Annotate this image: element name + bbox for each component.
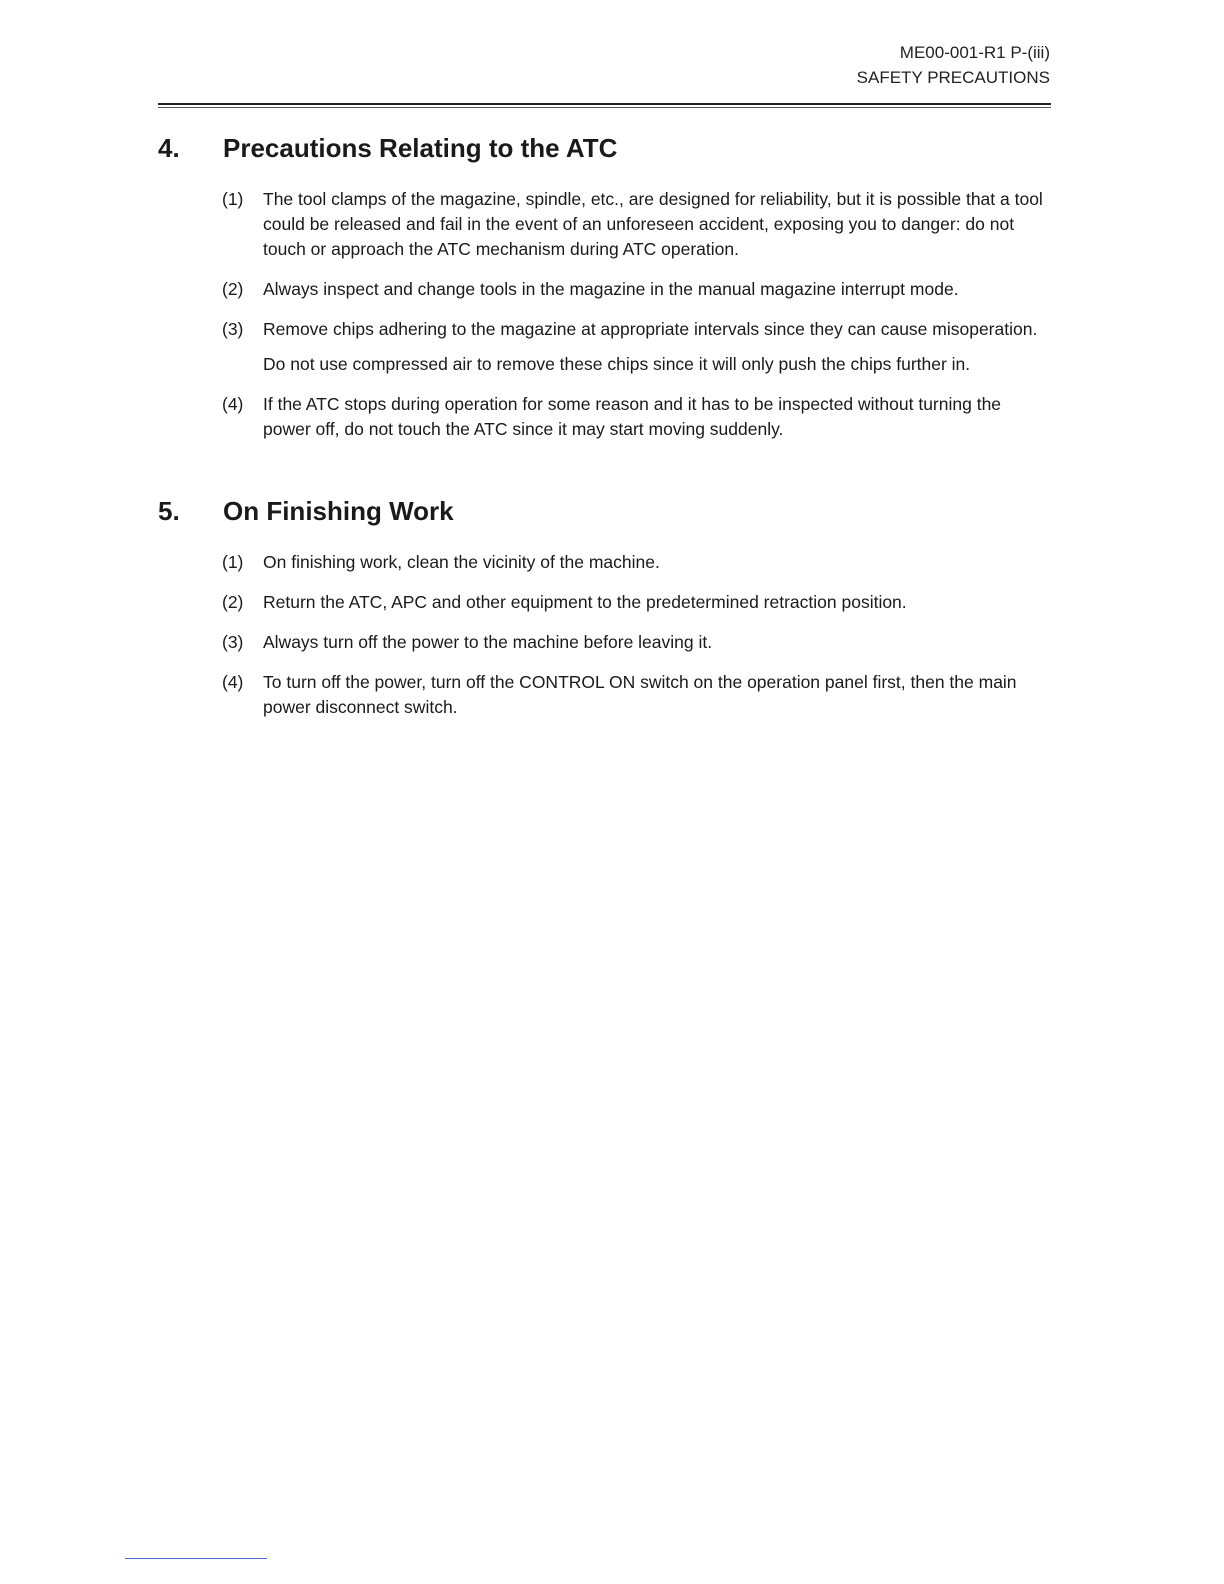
item-text: Always turn off the power to the machine before leaving it.: [263, 632, 713, 652]
section-atc-precautions: [158, 133, 1051, 457]
item-number: (3): [222, 632, 244, 652]
item-number: (1): [222, 189, 244, 209]
list-item: [222, 590, 1051, 615]
section-heading: [158, 133, 1051, 173]
item-text: The tool clamps of the magazine, spindle, etc., are designed for reliability, but it is possible that a tool could be released and fail in the event of an unforeseen accident, exposing you to danger: do not touch or approach the ATC mechanism during ATC operation.: [263, 189, 1043, 259]
item-number: (3): [222, 319, 244, 339]
item-number: (4): [222, 394, 244, 414]
section-title: On Finishing Work: [223, 496, 454, 526]
list-item: [222, 550, 1051, 575]
list-item: [222, 317, 1051, 377]
list-item: [222, 277, 1051, 302]
item-text: On finishing work, clean the vicinity of the machine.: [263, 552, 660, 572]
item-text-note: Do not use compressed air to remove these chips since it will only push the chips further in.: [263, 354, 971, 374]
item-text: Always inspect and change tools in the magazine in the manual magazine interrupt mode.: [263, 279, 959, 299]
section-title: Precautions Relating to the ATC: [223, 133, 618, 163]
list-item: [222, 392, 1051, 442]
item-list: [222, 550, 1051, 720]
item-number: (2): [222, 592, 244, 612]
document-code: ME00-001-R1 P-(iii): [899, 43, 1050, 62]
item-list: [222, 187, 1051, 442]
item-text: To turn off the power, turn off the CONTROL ON switch on the operation panel first, then the main power disconnect switch.: [263, 672, 1017, 717]
section-number: 5.: [158, 496, 180, 526]
item-number: (4): [222, 672, 244, 692]
list-item: [222, 630, 1051, 655]
item-text: Return the ATC, APC and other equipment to the predetermined retraction position.: [263, 592, 907, 612]
item-text: If the ATC stops during operation for some reason and it has to be inspected without turning the power off, do not touch the ATC since it may start moving suddenly.: [263, 394, 1002, 439]
section-number: 4.: [158, 133, 180, 163]
page-header: [857, 40, 1050, 90]
header-rule-bottom: [158, 107, 1051, 108]
header-rule-top: [158, 103, 1051, 105]
item-number: (1): [222, 552, 244, 572]
section-heading: [158, 496, 1051, 536]
item-number: (2): [222, 279, 244, 299]
list-item: [222, 670, 1051, 720]
section-finishing-work: [158, 496, 1051, 735]
footer-rule: [125, 1558, 267, 1559]
document-section-title: SAFETY PRECAUTIONS: [856, 68, 1050, 87]
list-item: [222, 187, 1051, 262]
item-text: Remove chips adhering to the magazine at appropriate intervals since they can cause misoperation.: [263, 319, 1038, 339]
